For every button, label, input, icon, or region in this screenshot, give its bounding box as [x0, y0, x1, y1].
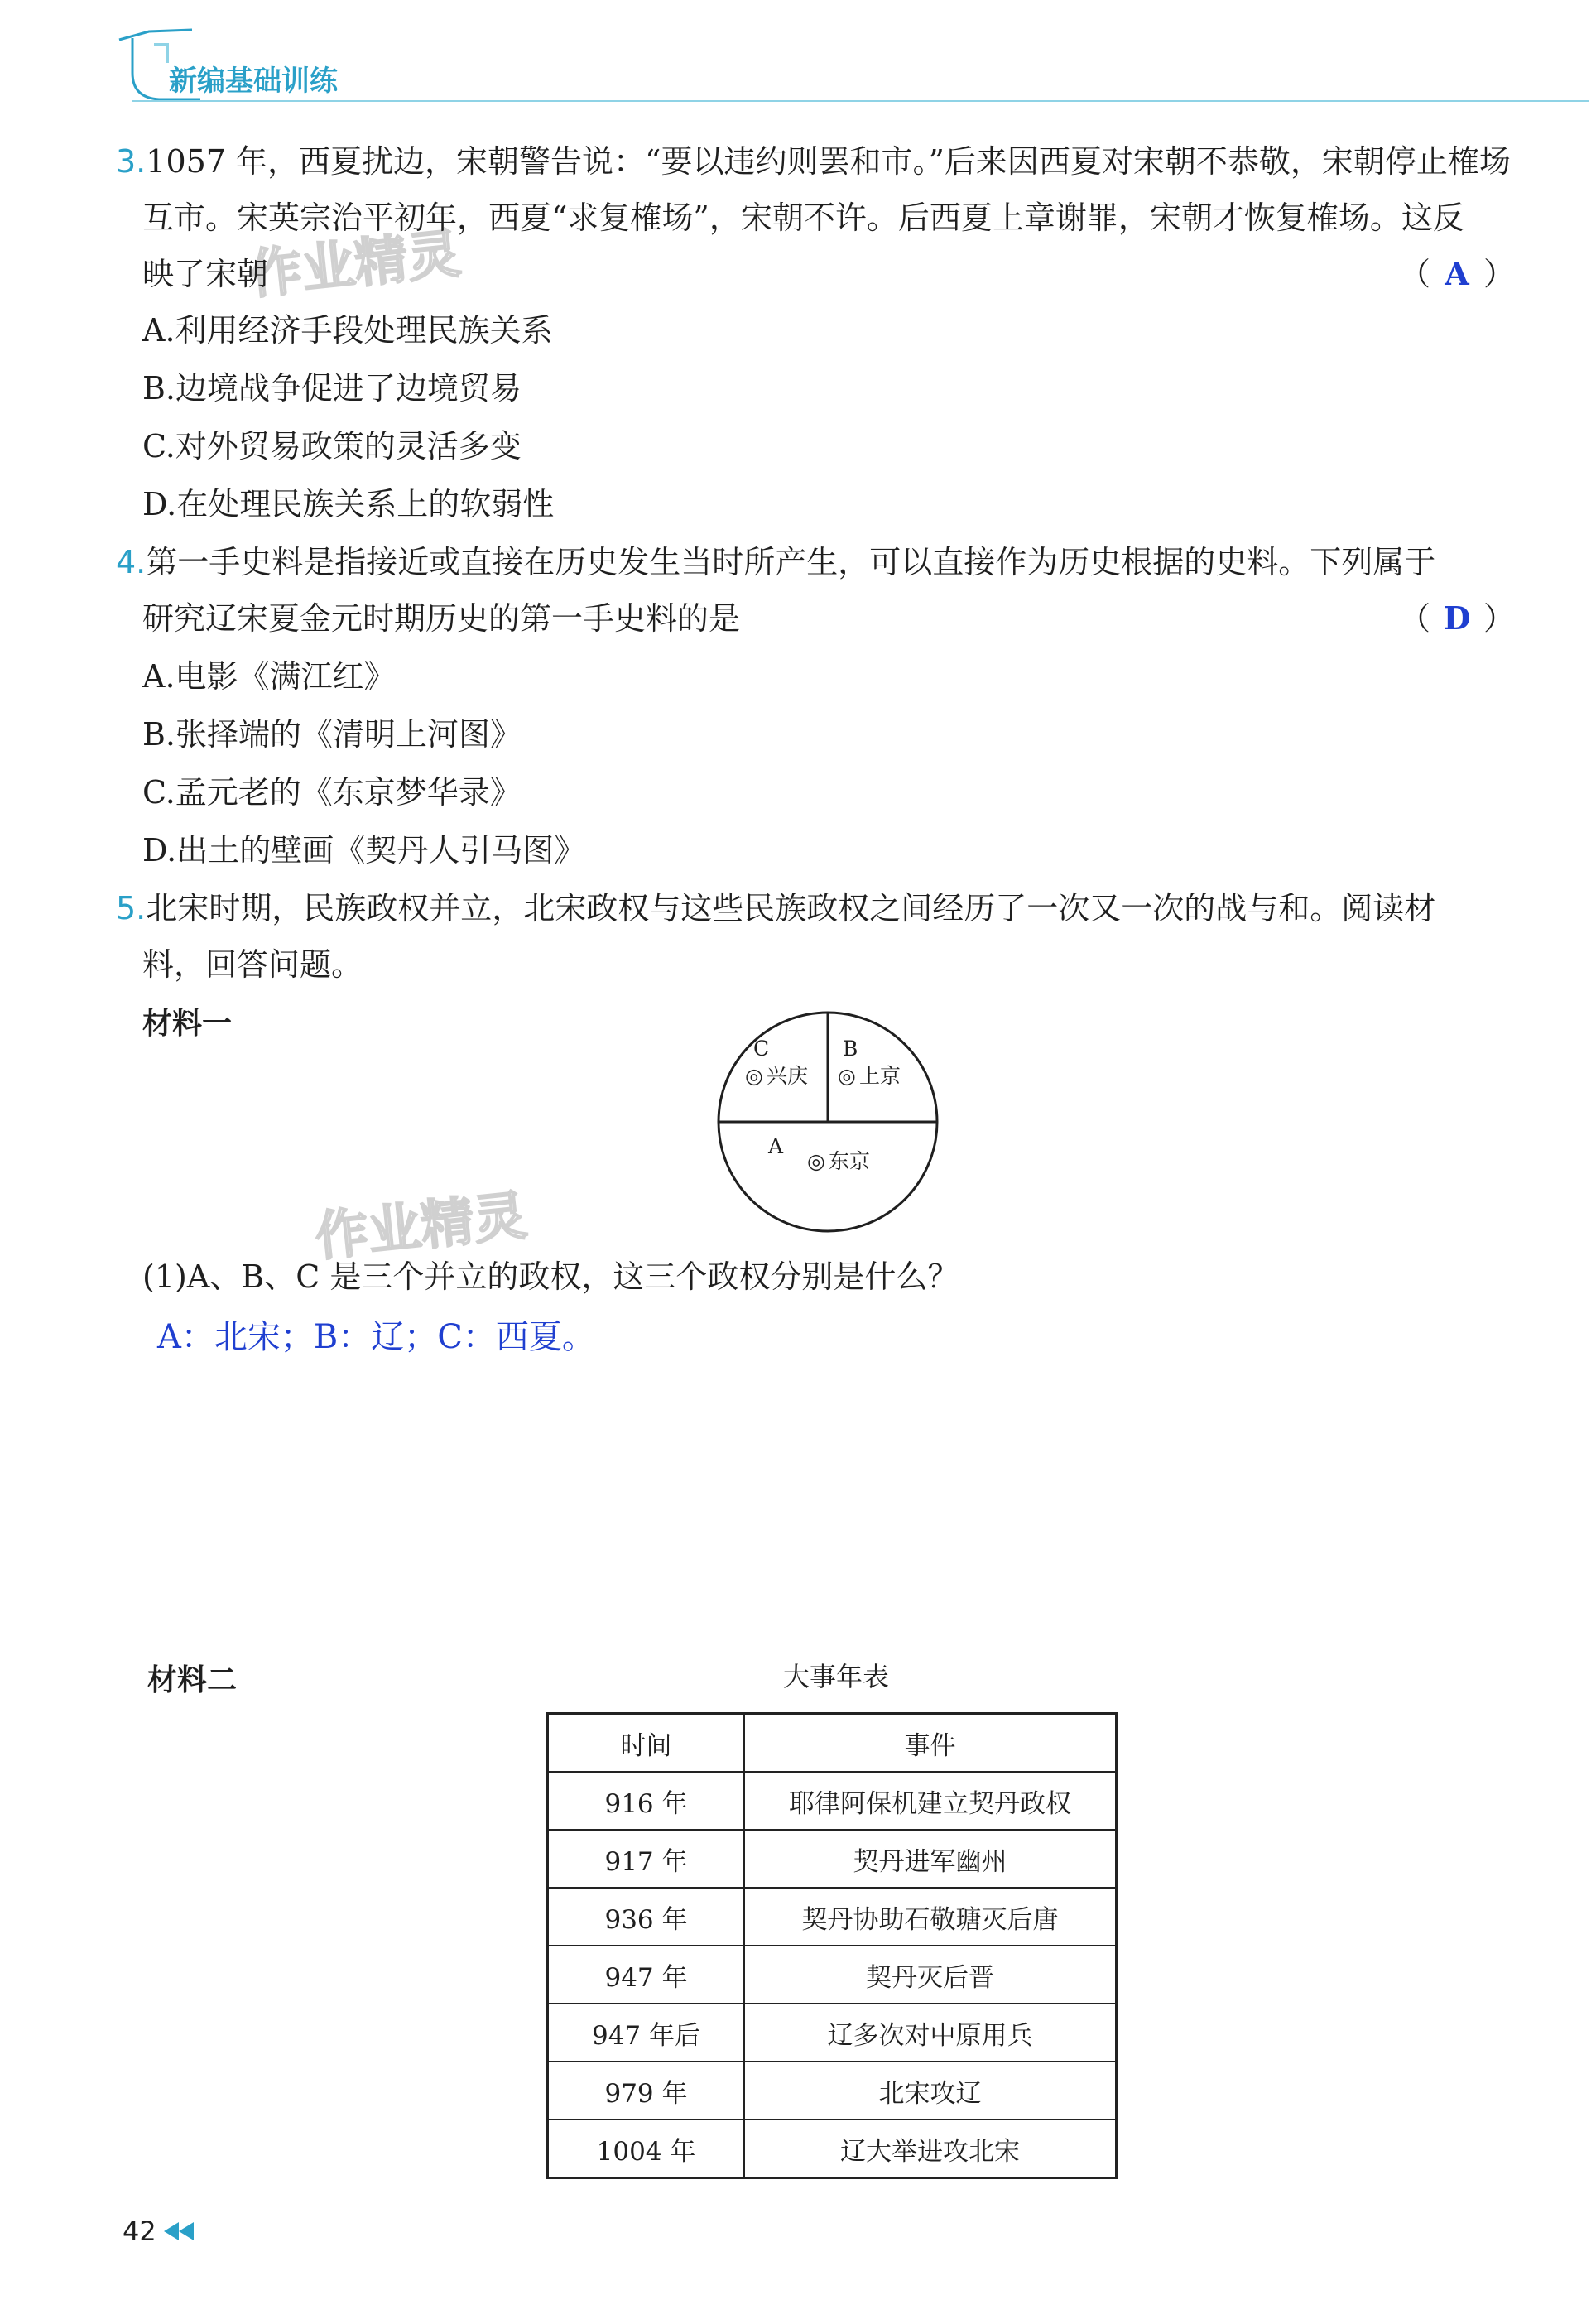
header-rule	[132, 100, 1589, 102]
diagram-label-c: C	[753, 1037, 770, 1061]
question-4-option-d: D.出土的壁画《契丹人引马图》	[142, 832, 586, 869]
question-4-option-b: B.张择端的《清明上河图》	[142, 716, 522, 753]
question-3-answer-bracket: （ A ）	[1399, 253, 1515, 295]
table-row	[548, 2120, 1117, 2178]
question-3-option-c: C.对外贸易政策的灵活多变	[142, 428, 522, 464]
table-row	[548, 1830, 1117, 1888]
table-row	[548, 1888, 1117, 1946]
table-header-time: 时间	[548, 1714, 745, 1773]
double-arrow-left-icon	[162, 2221, 195, 2242]
question-3-option-a: A.利用经济手段处理民族关系	[142, 312, 553, 349]
question-4-answer: D	[1443, 599, 1471, 637]
question-5-number: 5.	[116, 890, 147, 926]
table-cell-event: 耶律阿保机建立契丹政权	[744, 1772, 1117, 1830]
watermark: 作业精灵	[246, 223, 464, 307]
table-cell-event: 契丹灭后晋	[744, 1946, 1117, 2004]
table-row	[548, 1772, 1117, 1830]
diagram-city-b: 上京	[859, 1064, 901, 1088]
table-cell-event: 辽多次对中原用兵	[744, 2004, 1117, 2062]
question-3-line-3: 映了宋朝	[142, 256, 269, 292]
watermark: 作业精灵	[312, 1185, 530, 1269]
table-cell-time: 917 年	[548, 1830, 745, 1888]
header-title: 新编基础训练	[169, 65, 338, 98]
diagram-city-c: 兴庆	[767, 1064, 809, 1088]
question-5-line-1: 5.北宋时期，民族政权并立，北宋政权与这些民族政权之间经历了一次又一次的战与和。阅读材	[116, 890, 1436, 926]
diagram-marker-a: ◎	[807, 1149, 825, 1173]
question-4-option-c: C.孟元老的《东京梦华录》	[142, 774, 522, 811]
material-1-label: 材料一	[142, 1007, 233, 1041]
table-cell-event: 契丹进军幽州	[744, 1830, 1117, 1888]
table-cell-time: 1004 年	[548, 2120, 745, 2178]
diagram-label-b: B	[843, 1037, 858, 1061]
diagram-marker-b: ◎	[838, 1064, 856, 1088]
table-header-row	[548, 1714, 1117, 1773]
table-cell-event: 北宋攻辽	[744, 2062, 1117, 2120]
question-4-answer-bracket: （ D ）	[1399, 598, 1515, 639]
events-table	[546, 1712, 1118, 2179]
question-3-option-d: D.在处理民族关系上的软弱性	[142, 486, 555, 522]
table-cell-time: 947 年	[548, 1946, 745, 2004]
question-5-line-2: 料，回答问题。	[142, 946, 363, 983]
table-cell-time: 936 年	[548, 1888, 745, 1946]
page-number: 42	[123, 2216, 156, 2247]
table-row	[548, 2062, 1117, 2120]
regime-circle-diagram	[712, 1006, 944, 1238]
material-1-sub-question: (1)A、B、C 是三个并立的政权，这三个政权分别是什么？	[142, 1258, 959, 1295]
diagram-label-a: A	[768, 1134, 784, 1158]
diagram-city-a: 东京	[829, 1149, 871, 1173]
question-4-line-2: 研究辽宋夏金元时期历史的第一手史料的是	[142, 600, 741, 637]
table-cell-time: 979 年	[548, 2062, 745, 2120]
question-4-line-1: 4.第一手史料是指接近或直接在历史发生当时所产生，可以直接作为历史根据的史料。下列属于	[116, 544, 1436, 580]
question-3-line-2: 互市。宋英宗治平初年，西夏“求复榷场”，宋朝不许。后西夏上章谢罪，宋朝才恢复榷场。这反	[142, 200, 1464, 236]
question-3-answer: A	[1445, 255, 1469, 292]
material-1-answer: A：北宋；B：辽；C：西夏。	[157, 1318, 595, 1356]
question-4-option-a: A.电影《满江红》	[142, 658, 396, 695]
diagram-marker-c: ◎	[745, 1064, 763, 1088]
question-3-number: 3.	[116, 143, 147, 180]
material-2-label: 材料二	[147, 1663, 238, 1697]
question-3-option-b: B.边境战争促进了边境贸易	[142, 370, 522, 407]
table-cell-event: 契丹协助石敬瑭灭后唐	[744, 1888, 1117, 1946]
table-header-event: 事件	[744, 1714, 1117, 1773]
question-3-line-1: 3.1057 年，西夏扰边，宋朝警告说：“要以违约则罢和市。”后来因西夏对宋朝不恭敬，宋朝停止榷场	[116, 143, 1511, 180]
table-cell-time: 916 年	[548, 1772, 745, 1830]
events-table-title: 大事年表	[782, 1661, 889, 1692]
table-row	[548, 1946, 1117, 2004]
table-cell-time: 947 年后	[548, 2004, 745, 2062]
table-cell-event: 辽大举进攻北宋	[744, 2120, 1117, 2178]
table-row	[548, 2004, 1117, 2062]
question-4-number: 4.	[116, 544, 147, 580]
